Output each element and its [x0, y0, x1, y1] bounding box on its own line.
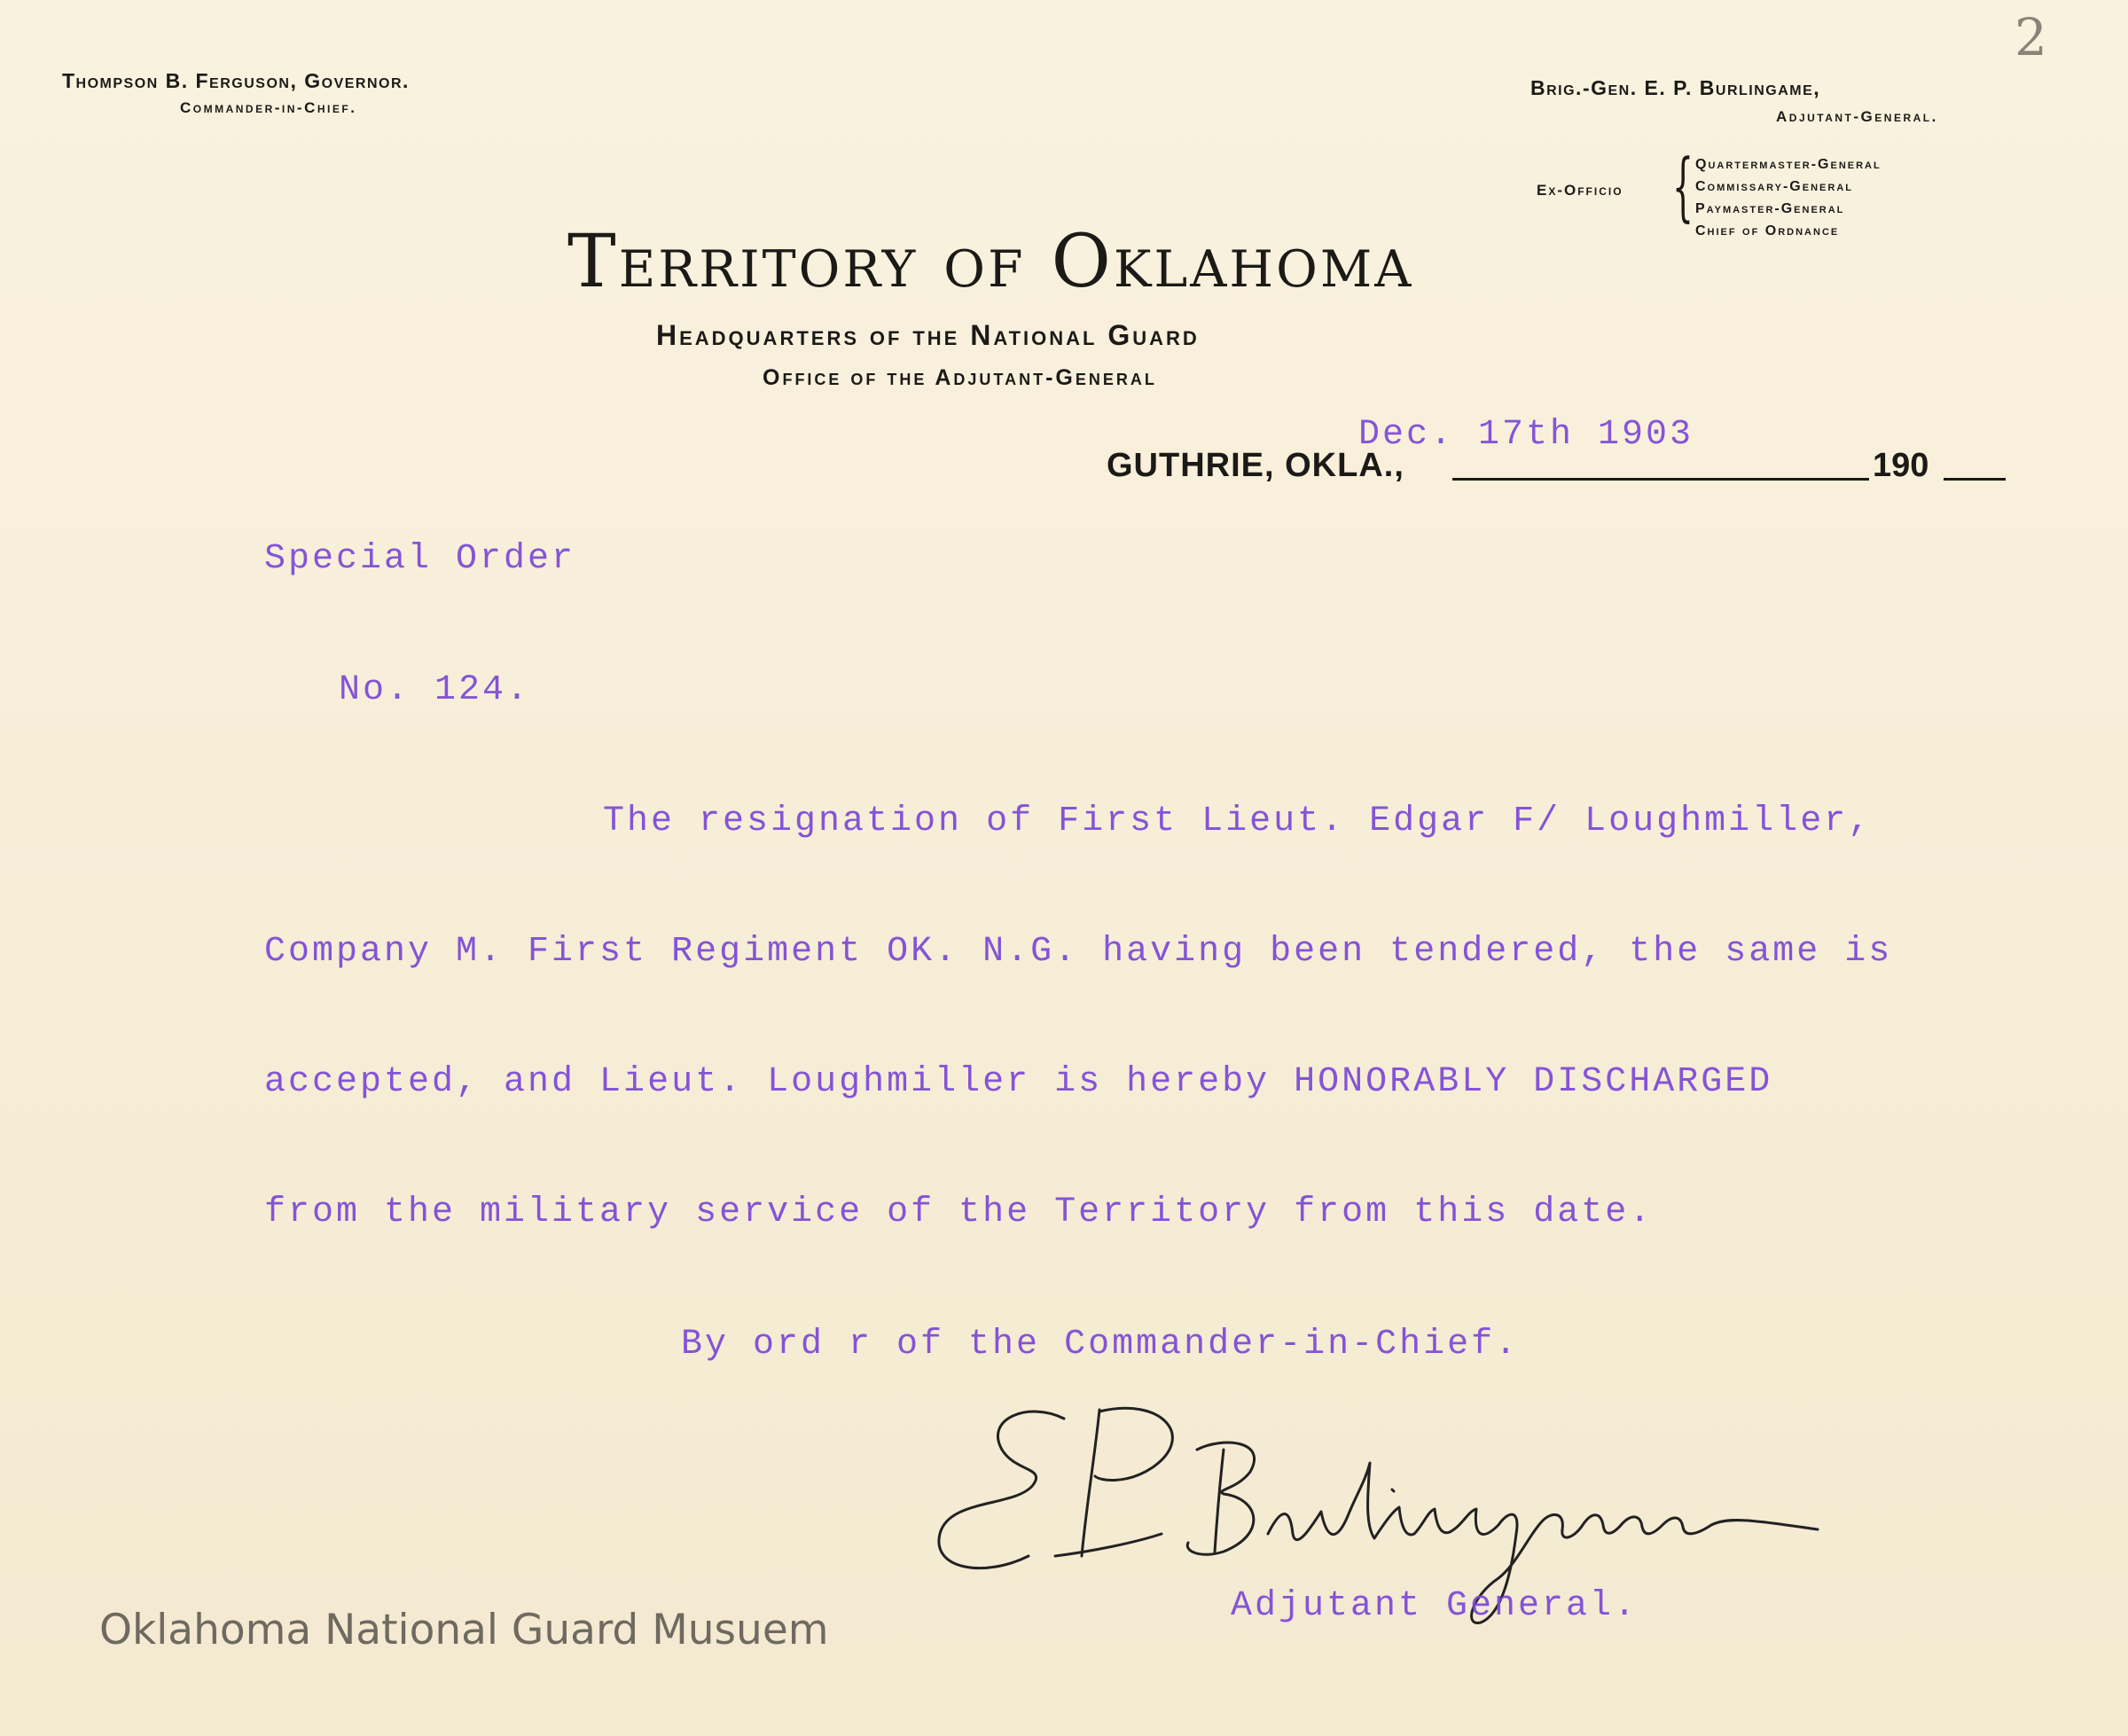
- brace-glyph: {: [1672, 143, 1694, 230]
- year-underline: [1944, 478, 2006, 481]
- date-underline: [1452, 478, 1869, 481]
- ex-officio-roles: [1695, 153, 1882, 242]
- dateline-year-prefix: 190: [1873, 447, 1929, 484]
- adjutant-general-name: Brig.-Gen. E. P. Burlingame,: [1530, 76, 1821, 99]
- ex-officio-label: Ex-Officio: [1537, 182, 1623, 199]
- body-line: The resignation of First Lieut. Edgar F/ Loughmiller,: [603, 802, 1873, 841]
- ex-officio-role: Chief of Ordnance: [1695, 223, 1840, 239]
- order-heading: Special Order: [264, 539, 576, 579]
- body-line: from the military service of the Territory from this date.: [264, 1193, 1654, 1232]
- letterhead-office: Office of the Adjutant-General: [763, 365, 1157, 390]
- adjutant-general-title: Adjutant-General.: [1776, 108, 1938, 125]
- governor-title: Commander-in-Chief.: [180, 99, 357, 116]
- letterhead-title: Territory of Oklahoma: [567, 220, 1414, 304]
- letter-date: Dec. 17th 1903: [1358, 415, 1694, 455]
- letterhead-subtitle: Headquarters of the National Guard: [656, 319, 1200, 351]
- signature-title: Adjutant General.: [1231, 1586, 1639, 1626]
- ex-officio-role: Quartermaster-General: [1695, 157, 1882, 172]
- body-line: Company M. First Regiment OK. N.G. having been tendered, the same is: [264, 932, 1893, 972]
- museum-watermark: Oklahoma National Guard Musuem: [99, 1606, 829, 1654]
- corner-page-mark: 2: [2015, 7, 2047, 67]
- order-number: No. 124.: [339, 670, 531, 710]
- closing-line: By ord r of the Commander-in-Chief.: [681, 1325, 1520, 1365]
- ex-officio-role: Commissary-General: [1695, 179, 1853, 194]
- body-line: accepted, and Lieut. Loughmiller is hereby HONORABLY DISCHARGED: [264, 1062, 1773, 1102]
- governor-name: Thompson B. Ferguson, Governor.: [62, 69, 410, 92]
- ex-officio-role: Paymaster-General: [1695, 201, 1845, 216]
- dateline-location: GUTHRIE, OKLA.,: [1107, 447, 1404, 484]
